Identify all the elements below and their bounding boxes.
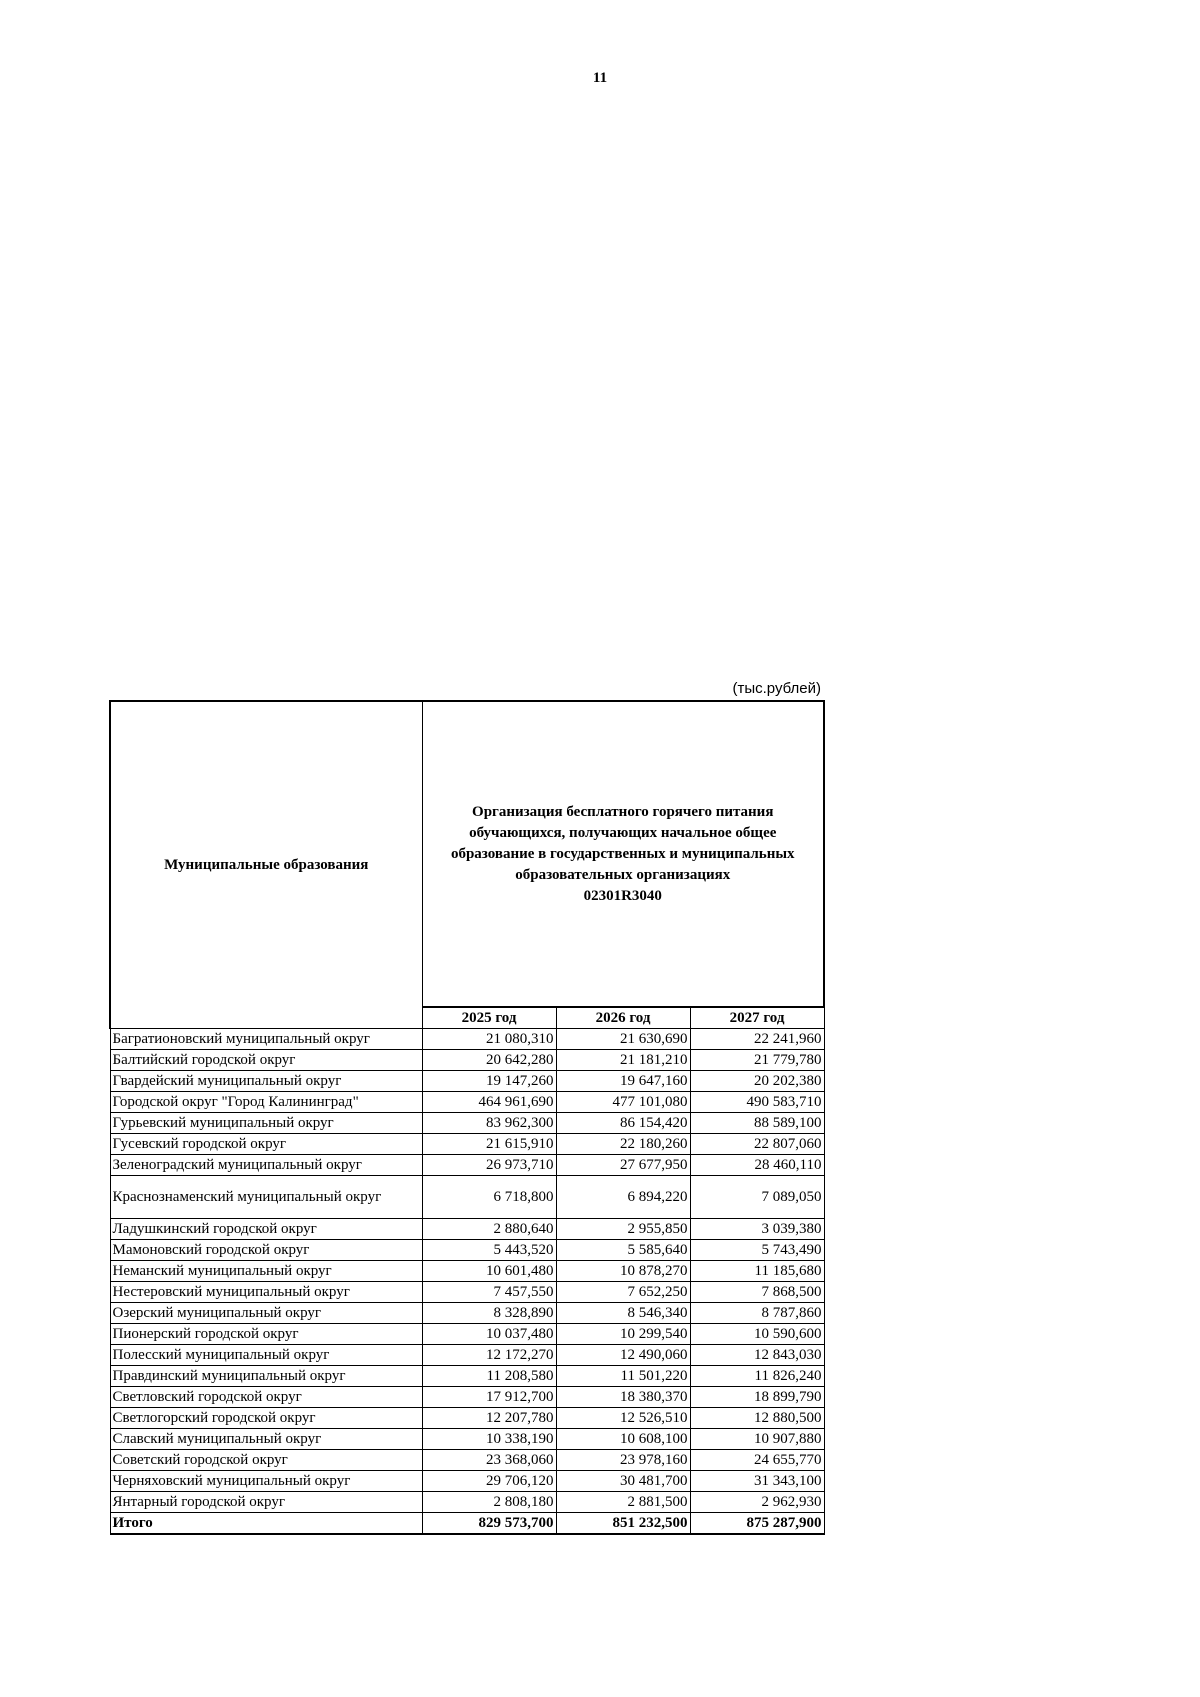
units-label: (тыс.рублей) [732, 680, 821, 697]
table-header-row [110, 701, 824, 1007]
value-2027-cell: 8 787,860 [690, 1303, 824, 1324]
table-row [110, 1492, 824, 1513]
table-row [110, 1261, 824, 1282]
value-2027-cell: 10 907,880 [690, 1429, 824, 1450]
value-2026-cell: 10 299,540 [556, 1324, 690, 1345]
value-2027-cell: 5 743,490 [690, 1240, 824, 1261]
value-2027-cell: 3 039,380 [690, 1219, 824, 1240]
budget-code: 02301R3040 [583, 887, 662, 904]
municipality-name-cell: Краснознаменский муниципальный округ [110, 1176, 422, 1219]
table-row [110, 1429, 824, 1450]
table-row [110, 1240, 824, 1261]
value-2025-cell: 10 601,480 [422, 1261, 556, 1282]
description-line: Организация бесплатного горячего питания [472, 803, 774, 820]
municipality-name-cell: Пионерский городской округ [110, 1324, 422, 1345]
value-2026-cell: 10 608,100 [556, 1429, 690, 1450]
municipality-name-cell: Зеленоградский муниципальный округ [110, 1155, 422, 1176]
total-row [110, 1513, 824, 1535]
municipality-name-cell: Гвардейский муниципальный округ [110, 1071, 422, 1092]
column-header-year-2026: 2026 год [556, 1007, 690, 1029]
value-2025-cell: 829 573,700 [422, 1513, 556, 1535]
value-2026-cell: 30 481,700 [556, 1471, 690, 1492]
value-2025-cell: 2 808,180 [422, 1492, 556, 1513]
table-body [110, 1029, 824, 1535]
table-row [110, 1387, 824, 1408]
value-2026-cell: 86 154,420 [556, 1113, 690, 1134]
value-2025-cell: 29 706,120 [422, 1471, 556, 1492]
municipality-name-cell: Советский городской округ [110, 1450, 422, 1471]
description-line: образовательных организациях [515, 866, 731, 883]
value-2027-cell: 2 962,930 [690, 1492, 824, 1513]
value-2027-cell: 88 589,100 [690, 1113, 824, 1134]
value-2026-cell: 22 180,260 [556, 1134, 690, 1155]
value-2026-cell: 7 652,250 [556, 1282, 690, 1303]
table-row [110, 1303, 824, 1324]
table-row [110, 1366, 824, 1387]
value-2025-cell: 23 368,060 [422, 1450, 556, 1471]
table-row [110, 1050, 824, 1071]
value-2025-cell: 6 718,800 [422, 1176, 556, 1219]
table-row [110, 1155, 824, 1176]
municipality-name-cell: Светлогорский городской округ [110, 1408, 422, 1429]
table-row [110, 1282, 824, 1303]
value-2026-cell: 23 978,160 [556, 1450, 690, 1471]
value-2027-cell: 11 826,240 [690, 1366, 824, 1387]
column-header-description [422, 701, 824, 1007]
value-2026-cell: 2 881,500 [556, 1492, 690, 1513]
municipality-name-cell: Черняховский муниципальный округ [110, 1471, 422, 1492]
municipality-name-cell: Мамоновский городской округ [110, 1240, 422, 1261]
value-2027-cell: 875 287,900 [690, 1513, 824, 1535]
description-line: образование в государственных и муниципальных [450, 845, 795, 862]
table-row [110, 1176, 824, 1219]
municipality-name-cell: Правдинский муниципальный округ [110, 1366, 422, 1387]
value-2025-cell: 17 912,700 [422, 1387, 556, 1408]
value-2026-cell: 12 526,510 [556, 1408, 690, 1429]
column-header-municipalities: Муниципальные образования [110, 701, 422, 1029]
value-2025-cell: 21 080,310 [422, 1029, 556, 1050]
value-2025-cell: 10 338,190 [422, 1429, 556, 1450]
value-2027-cell: 20 202,380 [690, 1071, 824, 1092]
value-2025-cell: 20 642,280 [422, 1050, 556, 1071]
value-2027-cell: 12 880,500 [690, 1408, 824, 1429]
value-2026-cell: 8 546,340 [556, 1303, 690, 1324]
value-2026-cell: 12 490,060 [556, 1345, 690, 1366]
municipality-name-cell: Полесский муниципальный округ [110, 1345, 422, 1366]
value-2025-cell: 19 147,260 [422, 1071, 556, 1092]
value-2027-cell: 21 779,780 [690, 1050, 824, 1071]
table-row [110, 1071, 824, 1092]
value-2026-cell: 2 955,850 [556, 1219, 690, 1240]
value-2026-cell: 5 585,640 [556, 1240, 690, 1261]
value-2027-cell: 24 655,770 [690, 1450, 824, 1471]
table-row [110, 1134, 824, 1155]
value-2026-cell: 21 630,690 [556, 1029, 690, 1050]
description-line: обучающихся, получающих начальное общее [469, 824, 777, 841]
municipality-name-cell: Гурьевский муниципальный округ [110, 1113, 422, 1134]
value-2025-cell: 7 457,550 [422, 1282, 556, 1303]
municipality-name-cell: Итого [110, 1513, 422, 1535]
municipality-name-cell: Нестеровский муниципальный округ [110, 1282, 422, 1303]
municipality-name-cell: Славский муниципальный округ [110, 1429, 422, 1450]
municipality-name-cell: Балтийский городской округ [110, 1050, 422, 1071]
municipality-name-cell: Городской округ "Город Калининград" [110, 1092, 422, 1113]
value-2026-cell: 18 380,370 [556, 1387, 690, 1408]
value-2025-cell: 11 208,580 [422, 1366, 556, 1387]
municipality-name-cell: Гусевский городской округ [110, 1134, 422, 1155]
column-header-year-2027: 2027 год [690, 1007, 824, 1029]
value-2025-cell: 83 962,300 [422, 1113, 556, 1134]
municipality-name-cell: Янтарный городской округ [110, 1492, 422, 1513]
value-2026-cell: 27 677,950 [556, 1155, 690, 1176]
value-2026-cell: 11 501,220 [556, 1366, 690, 1387]
value-2025-cell: 12 172,270 [422, 1345, 556, 1366]
value-2027-cell: 490 583,710 [690, 1092, 824, 1113]
table-row [110, 1029, 824, 1050]
value-2026-cell: 6 894,220 [556, 1176, 690, 1219]
value-2025-cell: 8 328,890 [422, 1303, 556, 1324]
table-row [110, 1408, 824, 1429]
value-2027-cell: 18 899,790 [690, 1387, 824, 1408]
value-2027-cell: 7 089,050 [690, 1176, 824, 1219]
table-row [110, 1450, 824, 1471]
value-2025-cell: 5 443,520 [422, 1240, 556, 1261]
value-2025-cell: 26 973,710 [422, 1155, 556, 1176]
value-2027-cell: 22 241,960 [690, 1029, 824, 1050]
value-2026-cell: 851 232,500 [556, 1513, 690, 1535]
value-2025-cell: 21 615,910 [422, 1134, 556, 1155]
value-2027-cell: 28 460,110 [690, 1155, 824, 1176]
municipality-name-cell: Озерский муниципальный округ [110, 1303, 422, 1324]
budget-table [109, 700, 825, 1535]
value-2027-cell: 12 843,030 [690, 1345, 824, 1366]
municipality-name-cell: Неманский муниципальный округ [110, 1261, 422, 1282]
page-number: 11 [592, 70, 608, 86]
table-row [110, 1471, 824, 1492]
value-2026-cell: 10 878,270 [556, 1261, 690, 1282]
value-2026-cell: 21 181,210 [556, 1050, 690, 1071]
value-2025-cell: 2 880,640 [422, 1219, 556, 1240]
value-2025-cell: 12 207,780 [422, 1408, 556, 1429]
table-row [110, 1113, 824, 1134]
municipality-name-cell: Ладушкинский городской округ [110, 1219, 422, 1240]
value-2025-cell: 464 961,690 [422, 1092, 556, 1113]
value-2026-cell: 19 647,160 [556, 1071, 690, 1092]
table-row [110, 1219, 824, 1240]
value-2025-cell: 10 037,480 [422, 1324, 556, 1345]
table-row [110, 1345, 824, 1366]
value-2027-cell: 10 590,600 [690, 1324, 824, 1345]
table-row [110, 1324, 824, 1345]
table-row [110, 1092, 824, 1113]
value-2027-cell: 11 185,680 [690, 1261, 824, 1282]
column-header-year-2025: 2025 год [422, 1007, 556, 1029]
value-2026-cell: 477 101,080 [556, 1092, 690, 1113]
value-2027-cell: 31 343,100 [690, 1471, 824, 1492]
municipality-name-cell: Светловский городской округ [110, 1387, 422, 1408]
municipality-name-cell: Багратионовский муниципальный округ [110, 1029, 422, 1050]
value-2027-cell: 22 807,060 [690, 1134, 824, 1155]
value-2027-cell: 7 868,500 [690, 1282, 824, 1303]
